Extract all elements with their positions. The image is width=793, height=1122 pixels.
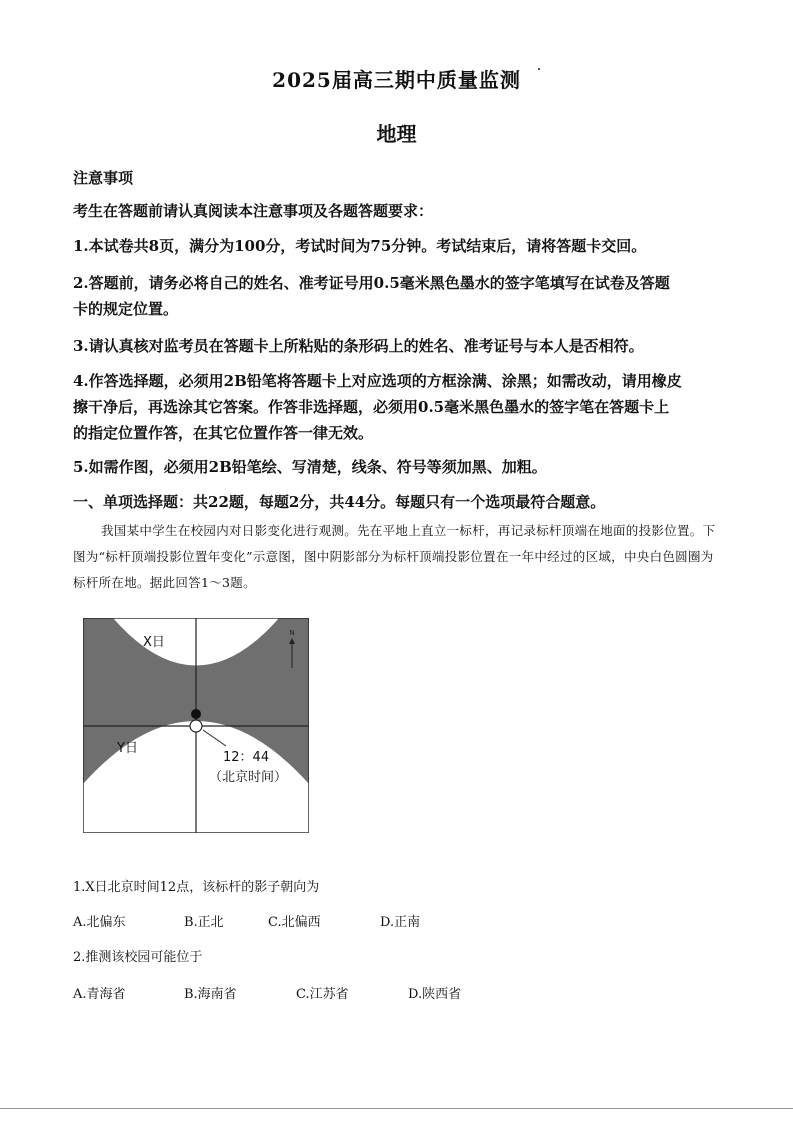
notes-item-1-block	[73, 233, 723, 259]
notes-item-4-line-1: 4.作答选择题，必须用2B铅笔将答题卡上对应选项的方框涂满、涂黑；如需改动，请用橡皮	[73, 372, 682, 390]
notes-item-1: 1.本试卷共8页，满分为100分，考试时间为75分钟。考试结束后，请将答题卡交回。	[73, 237, 647, 255]
shadow-projection-figure	[83, 618, 309, 833]
notes-block	[73, 165, 723, 191]
notes-item-5-block	[73, 454, 723, 480]
question-intro: 我国某中学生在校园内对日影变化进行观测。先在平地上直立一标杆，再记录标杆顶端在地面的投影位置。下图为“标杆顶端投影位置年变化”示意图，图中阴影部分为标杆顶端投影位置在一年中经过的区域，中央白色圆圈为标杆所在地。据此回答1～3题。	[73, 523, 716, 590]
question-2-option-c: C.江苏省	[296, 987, 349, 1002]
question-2-option-a: A.青海省	[73, 987, 126, 1002]
x-day-label: X日	[143, 635, 165, 650]
question-2-option-d: D.陕西省	[408, 987, 462, 1002]
question-2-stem: 2.推测该校园可能位于	[73, 950, 203, 965]
exam-title: 2025届高三期中质量监测	[272, 68, 521, 92]
notes-lead: 考生在答题前请认真阅读本注意事项及各题答题要求：	[73, 202, 434, 220]
page-bottom-rule	[0, 1108, 793, 1109]
notes-item-4-line-2: 擦干净后，再选涂其它答案。作答非选择题，必须用0.5毫米黑色墨水的签字笔在答题卡上	[73, 398, 670, 416]
notes-item-2-line-1: 2.答题前，请务必将自己的姓名、准考证号用0.5毫米黑色墨水的签字笔填写在试卷及答题	[73, 274, 670, 292]
scan-speck	[538, 68, 540, 70]
question-1-option-b: B.正北	[184, 915, 224, 930]
notes-item-2-line-2: 卡的规定位置。	[73, 300, 179, 318]
question-1-stem: 1.X日北京时间12点，该标杆的影子朝向为	[73, 880, 320, 895]
question-1-option-d: D.正南	[380, 915, 421, 930]
notes-item-3: 3.请认真核对监考员在答题卡上所粘贴的条形码上的姓名、准考证号与本人是否相符。	[73, 337, 644, 355]
notes-item-4-block	[73, 368, 723, 446]
notes-item-5: 5.如需作图，必须用2B铅笔绘、写清楚，线条、符号等须加黑、加粗。	[73, 458, 547, 476]
notes-item-3-block	[73, 333, 723, 359]
shadow-diagram	[83, 618, 309, 833]
section-heading: 一、单项选择题：共22题，每题2分，共44分。每题只有一个选项最符合题意。	[73, 493, 606, 511]
question-1-option-c: C.北偏西	[268, 915, 321, 930]
subject-title: 地理	[376, 122, 417, 146]
shadow-tip-dot	[191, 709, 201, 719]
pole-location-circle	[190, 720, 202, 732]
notes-lead-block	[73, 198, 723, 224]
y-day-label: Y日	[117, 741, 138, 756]
north-label: N	[289, 629, 295, 637]
section-block	[73, 489, 723, 515]
question-2-option-b: B.海南省	[184, 987, 237, 1002]
notes-heading: 注意事项	[73, 169, 134, 187]
time-label: 12：44	[223, 750, 270, 765]
notes-item-4-line-3: 的指定位置作答，在其它位置作答一律无效。	[73, 424, 374, 442]
notes-item-2-block	[73, 270, 723, 322]
question-1-option-a: A.北偏东	[73, 915, 126, 930]
time-zone-label: （北京时间）	[209, 770, 288, 785]
